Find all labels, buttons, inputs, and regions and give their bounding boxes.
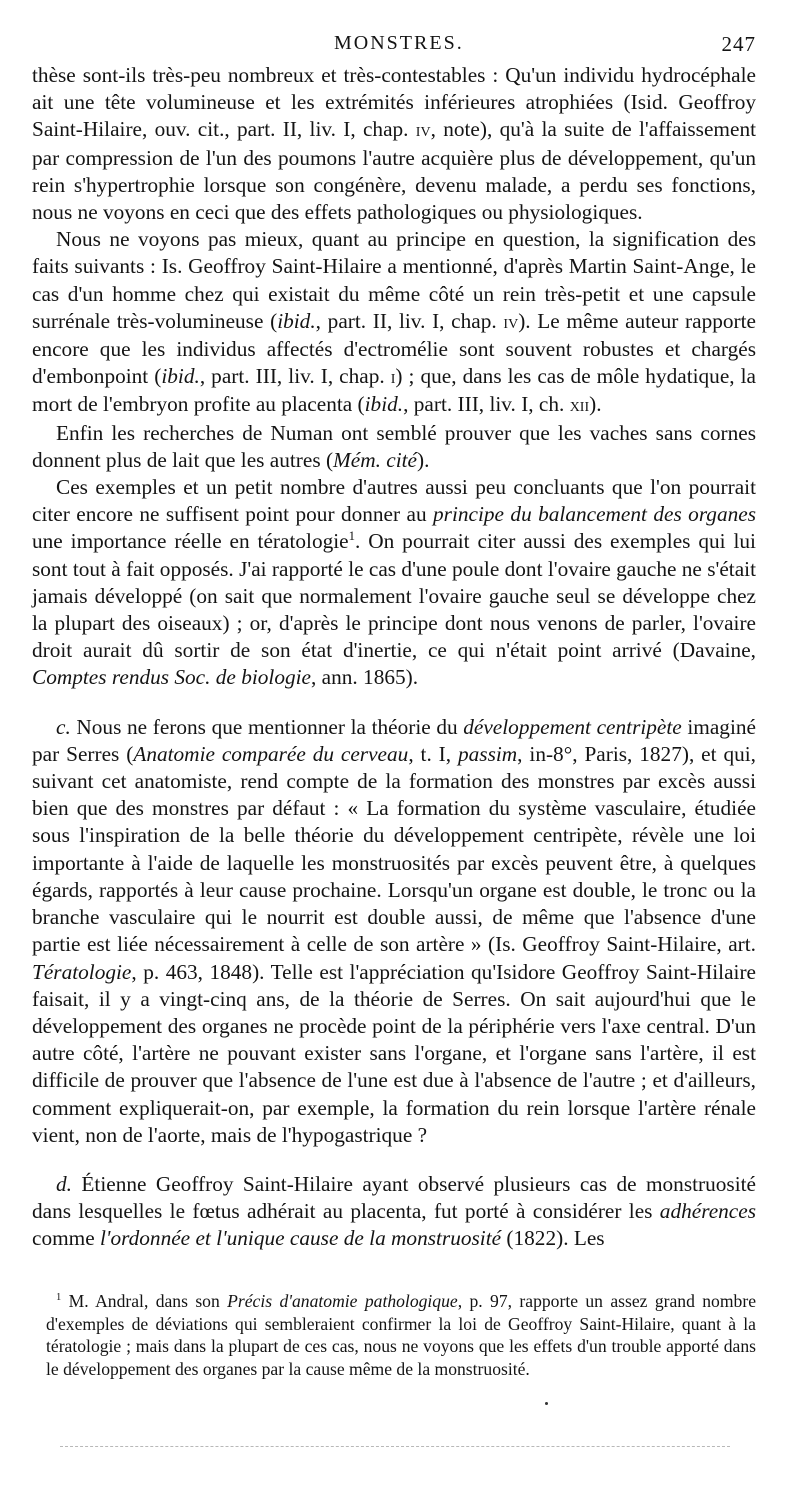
body-text xyxy=(32,62,756,1253)
footnote-mark: 1 xyxy=(56,1292,62,1304)
section-letter: d. xyxy=(56,1171,72,1196)
paragraph-4: Ces exemples et un petit nombre d'autres aussi peu concluants que l'on pourrait citer encore ne suffisent point pour donner au principe du balancement des organes une importance réelle en tératologie$^1$. On pourrait citer aussi des exemples qui lui sont tout à fait opposés. J'ai rapporté le cas d'une poule dont l'ovaire gauche ne s'était jamais développé (on sait que normalement l'ovaire gauche seul se développe chez la plupart des oiseaux) ; or, d'après le principe dont nous venons de parler, l'ovaire droit aurait dû sortir de son état d'inertie, ce qui n'était point arrivé (Davaine, Comptes rendus Soc. de biologie, ann. 1865). xyxy=(32,475,756,690)
bottom-rule xyxy=(60,1446,730,1447)
footnote-1: $^1$ M. Andral, dans son Précis d'anatomie pathologique, p. 97, rapporte un assez grand nombre d'exemples de déviations qui sembleraient confirmer la loi de Geoffroy Saint-Hilaire, quant à la tératologie ; mais dans la plupart de ces cas, nous ne voyons que les effets d'un trouble apporté dans le développement des organes par la cause même de la monstruosité. xyxy=(46,1291,756,1379)
page-number: 247 xyxy=(721,32,756,56)
paragraph-c: c. Nous ne ferons que mentionner la théorie du développement centripète imaginé par Serres (Anatomie comparée du cerveau, t. I, passim, in-8°, Paris, 1827), et qui, suivant cet anatomiste, rend compte de la formation des monstres par excès aussi bien que des monstres par défaut : « La formation du système vasculaire, étudiée sous l'inspiration de la belle théorie du développement centripète, révèle une loi importante à l'aide de laquelle les monstruosités par excès peuvent être, à quelques égards, rapportés à leur cause prochaine. Lorsqu'un organe est double, le tronc ou la branche vasculaire qui le nourrit est double aussi, de même que l'absence d'une partie est liée nécessairement à celle de son artère » (Is. Geoffroy Saint-Hilaire, art. Tératologie, p. 463, 1848). Telle est l'appréciation qu'Isidore Geoffroy Saint-Hilaire faisait, il y a vingt-cinq ans, de la théorie de Serres. On sait aujourd'hui que le développement des organes ne procède point de la périphérie vers l'axe central. D'un autre côté, l'artère ne pouvant exister sans l'organe, et l'organe sans l'artère, il est difficile de prouver que l'absence de l'une est due à l'absence de l'autre ; et d'ailleurs, comment expliquerait-on, par exemple, la formation du rein lorsque l'artère rénale vient, non de l'aorte, mais de l'hypogastrique ? xyxy=(32,714,756,1147)
paragraph-3: Enfin les recherches de Numan ont semblé prouver que les vaches sans cornes donnent plus de lait que les autres (Mém. cité). xyxy=(32,420,756,472)
running-title: MONSTRES. xyxy=(334,32,464,54)
paragraph-1: thèse sont-ils très-peu nombreux et très-contestables : Qu'un individu hydrocéphale ait une tête volumineuse et les extrémités inférieures atrophiées (Isid. Geoffroy Saint-Hilaire, ouv. cit., part. II, liv. I, chap. iv, note), qu'à la suite de l'affaissement par compression de l'un des poumons l'autre acquière plus de développement, qu'un rein s'hypertrophie lorsque son congénère, devenu malade, a perdu ses fonctions, nous ne voyons en ceci que des effets pathologiques ou physiologiques. xyxy=(32,63,757,225)
paragraph-2: Nous ne voyons pas mieux, quant au principe en question, la signification des faits suivants : Is. Geoffroy Saint-Hilaire a mentionné, d'après Martin Saint-Ange, le cas d'un homme chez qui existait du même côté un rein très-petit et une capsule surrénale très-volumineuse (ibid., part. II, liv. I, chap. iv). Le même auteur rapporte encore que les individus affectés d'ectromélie sont souvent robustes et chargés d'embonpoint (ibid., part. III, liv. I, chap. i) ; que, dans les cas de môle hydatique, la mort de l'embryon profite au placenta (ibid., part. III, liv. I, ch. xii). xyxy=(32,227,757,417)
section-letter: c. xyxy=(56,714,71,739)
footnote-ref[interactable]: 1 xyxy=(348,529,356,544)
print-speck xyxy=(545,1402,548,1405)
paragraph-d: d. Étienne Geoffroy Saint-Hilaire ayant observé plusieurs cas de monstruosité dans lesquelles le fœtus adhérait au placenta, fut porté à considérer les adhérences comme l'ordonnée et l'unique cause de la monstruosité (1822). Les xyxy=(32,1171,756,1251)
page-header xyxy=(32,26,756,62)
footnotes xyxy=(46,1290,756,1380)
